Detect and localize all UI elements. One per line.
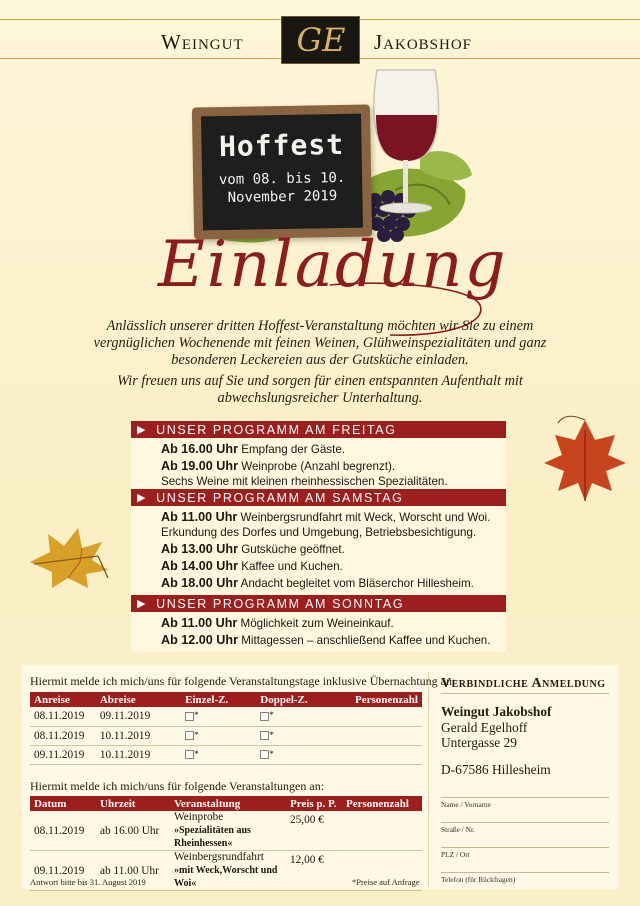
single-room-checkbox[interactable]: [185, 731, 194, 740]
program-time: Ab 12.00 Uhr: [161, 633, 238, 647]
event-subtitle: »mit Weck,Worscht und Woi«: [174, 865, 278, 889]
star-mark: *: [194, 729, 199, 740]
table-row: [30, 811, 422, 851]
autumn-leaf-left-icon: [22, 522, 110, 592]
table-row: [30, 726, 422, 745]
event-price: 25,00 €: [286, 811, 342, 851]
program-time: Ab 19.00 Uhr: [161, 459, 238, 473]
address-person: Gerald Egelhoff: [441, 719, 528, 735]
departure-date: 10.11.2019: [96, 745, 181, 764]
program-item-text: Kaffee und Kuchen.: [241, 560, 343, 573]
program-item-text: Andacht begleitet vom Bläserchor Hillesheim.: [240, 577, 474, 590]
program-sunday: [131, 595, 506, 652]
name-input-line[interactable]: [441, 797, 609, 798]
star-mark: *: [269, 729, 274, 740]
reply-deadline: Antwort bitte bis 31. August 2019: [30, 877, 146, 887]
star-mark: *: [194, 748, 199, 759]
arrival-date: 08.11.2019: [30, 707, 96, 726]
column-header: Abreise: [96, 692, 181, 707]
program-heading-label: UNSER PROGRAMM AM SAMSTAG: [156, 490, 404, 505]
address-city: D-67586 Hillesheim: [441, 761, 551, 777]
city-field-label: PLZ / Ort: [441, 850, 470, 859]
triangle-right-icon: ▶: [137, 424, 148, 436]
program-time: Ab 11.00 Uhr: [161, 510, 238, 524]
program-item-extra: Erkundung des Dorfes und Umgebung, Betriebsbesichtigung.: [161, 526, 477, 539]
autumn-leaf-right-icon: [540, 415, 630, 505]
program-friday: [131, 421, 506, 493]
event-title: Hoffest: [218, 127, 345, 164]
phone-input-line[interactable]: [441, 872, 609, 873]
event-time: ab 11.00 Uhr: [96, 851, 170, 891]
title-rule: [441, 693, 609, 694]
program-item-extra: Sechs Weine mit kleinen rheinhessischen Spezialitäten.: [161, 475, 448, 488]
program-time: Ab 11.00 Uhr: [161, 616, 238, 630]
column-header: Uhrzeit: [96, 796, 170, 811]
column-header: Personenzahl: [342, 796, 422, 811]
overnight-table: [30, 692, 422, 765]
chalkboard-sign: [192, 104, 372, 239]
person-count-field[interactable]: [351, 745, 422, 764]
address-street: Untergasse 29: [441, 735, 517, 750]
svg-text:GE: GE: [296, 21, 345, 59]
event-name: Weinprobe: [174, 811, 224, 823]
column-header: Anreise: [30, 692, 96, 707]
program-heading-label: UNSER PROGRAMM AM FREITAG: [156, 422, 397, 437]
person-count-field[interactable]: [351, 707, 422, 726]
table-row: [30, 745, 422, 764]
column-header: Doppel-Z.: [256, 692, 351, 707]
departure-date: 10.11.2019: [96, 726, 181, 745]
event-dates-line2: November 2019: [227, 188, 338, 206]
column-header: Personenzahl: [351, 692, 422, 707]
person-count-field[interactable]: [342, 811, 422, 851]
mailing-address: [441, 704, 552, 777]
winery-name-right: Jakobshof: [374, 30, 473, 54]
program-item-text: Mittagessen – anschließend Kaffee und Kuchen.: [241, 634, 491, 647]
arrival-date: 08.11.2019: [30, 726, 96, 745]
single-room-checkbox[interactable]: [185, 712, 194, 721]
column-header: Veranstaltung: [170, 796, 286, 811]
column-header: Einzel-Z.: [181, 692, 256, 707]
intro-text: [90, 318, 550, 407]
program-time: Ab 16.00 Uhr: [161, 442, 238, 456]
phone-field-label: Telefon (für Rückfragen): [441, 875, 516, 884]
event-time: ab 16.00 Uhr: [96, 811, 170, 851]
invitation-heading: Einladung: [158, 228, 508, 302]
program-item-text: Empfang der Gäste.: [241, 443, 345, 456]
double-room-checkbox[interactable]: [260, 712, 269, 721]
winery-logo: [281, 16, 360, 64]
program-time: Ab 13.00 Uhr: [161, 542, 238, 556]
table-row: [30, 707, 422, 726]
program-time: Ab 14.00 Uhr: [161, 559, 238, 573]
double-room-checkbox[interactable]: [260, 731, 269, 740]
event-name: Weinbergsrundfahrt: [174, 851, 264, 863]
address-name: Weingut Jakobshof: [441, 704, 552, 719]
intro-paragraph-1: Anlässlich unserer dritten Hoffest-Veranstaltung möchten wir Sie zu einem vergnüglichen Wochenende mit feinen Weinen, Glühweinspezialitäten und ganz besonderen Leckereien aus der Gutsküche einladen.: [93, 318, 547, 368]
city-input-line[interactable]: [441, 847, 609, 848]
column-header: Preis p. P.: [286, 796, 342, 811]
winery-name-left: Weingut: [161, 30, 244, 54]
price-note: *Preise auf Anfrage: [352, 877, 420, 887]
event-subtitle: »Spezialitäten aus Rheinhessen«: [174, 825, 251, 849]
street-input-line[interactable]: [441, 822, 609, 823]
name-field-label: Name / Vorname: [441, 800, 491, 809]
star-mark: *: [269, 748, 274, 759]
arrival-date: 09.11.2019: [30, 745, 96, 764]
program-item-text: Weinbergsrundfahrt mit Weck, Worscht und Woi.: [240, 511, 491, 524]
star-mark: *: [194, 710, 199, 721]
event-dates-line1: vom 08. bis 10.: [218, 169, 346, 189]
logo-monogram-icon: [286, 20, 356, 60]
event-date: 09.11.2019: [30, 851, 96, 891]
program-time: Ab 18.00 Uhr: [161, 576, 238, 590]
program-saturday: [131, 489, 506, 595]
program-heading: [131, 489, 506, 506]
overnight-lead: Hiermit melde ich mich/uns für folgende Veranstaltungstage inklusive Übernachtung an:: [30, 674, 456, 688]
program-heading: [131, 595, 506, 612]
star-mark: *: [269, 710, 274, 721]
binding-registration-title: Verbindliche Anmeldung: [441, 676, 606, 691]
program-heading: [131, 421, 506, 438]
intro-paragraph-2: Wir freuen uns auf Sie und sorgen für einen entspannten Aufenthalt mit abwechslungsreicher Unterhaltung.: [117, 373, 523, 406]
event-price: 12,00 €: [286, 851, 342, 891]
table-header-row: [30, 796, 422, 811]
double-room-checkbox[interactable]: [260, 750, 269, 759]
column-header: Datum: [30, 796, 96, 811]
form-divider: [428, 672, 429, 886]
street-field-label: Straße / Nr.: [441, 825, 475, 834]
triangle-right-icon: ▶: [137, 492, 148, 504]
program-item-text: Weinprobe (Anzahl begrenzt).: [241, 460, 396, 473]
event-date: 08.11.2019: [30, 811, 96, 851]
events-lead: Hiermit melde ich mich/uns für folgende Veranstaltungen an:: [30, 779, 325, 793]
program-item-text: Möglichkeit zum Weineinkauf.: [240, 617, 394, 630]
departure-date: 09.11.2019: [96, 707, 181, 726]
person-count-field[interactable]: [351, 726, 422, 745]
single-room-checkbox[interactable]: [185, 750, 194, 759]
table-header-row: [30, 692, 422, 707]
program-heading-label: UNSER PROGRAMM AM SONNTAG: [156, 596, 405, 611]
triangle-right-icon: ▶: [137, 598, 148, 610]
program-item-text: Gutsküche geöffnet.: [241, 543, 345, 556]
